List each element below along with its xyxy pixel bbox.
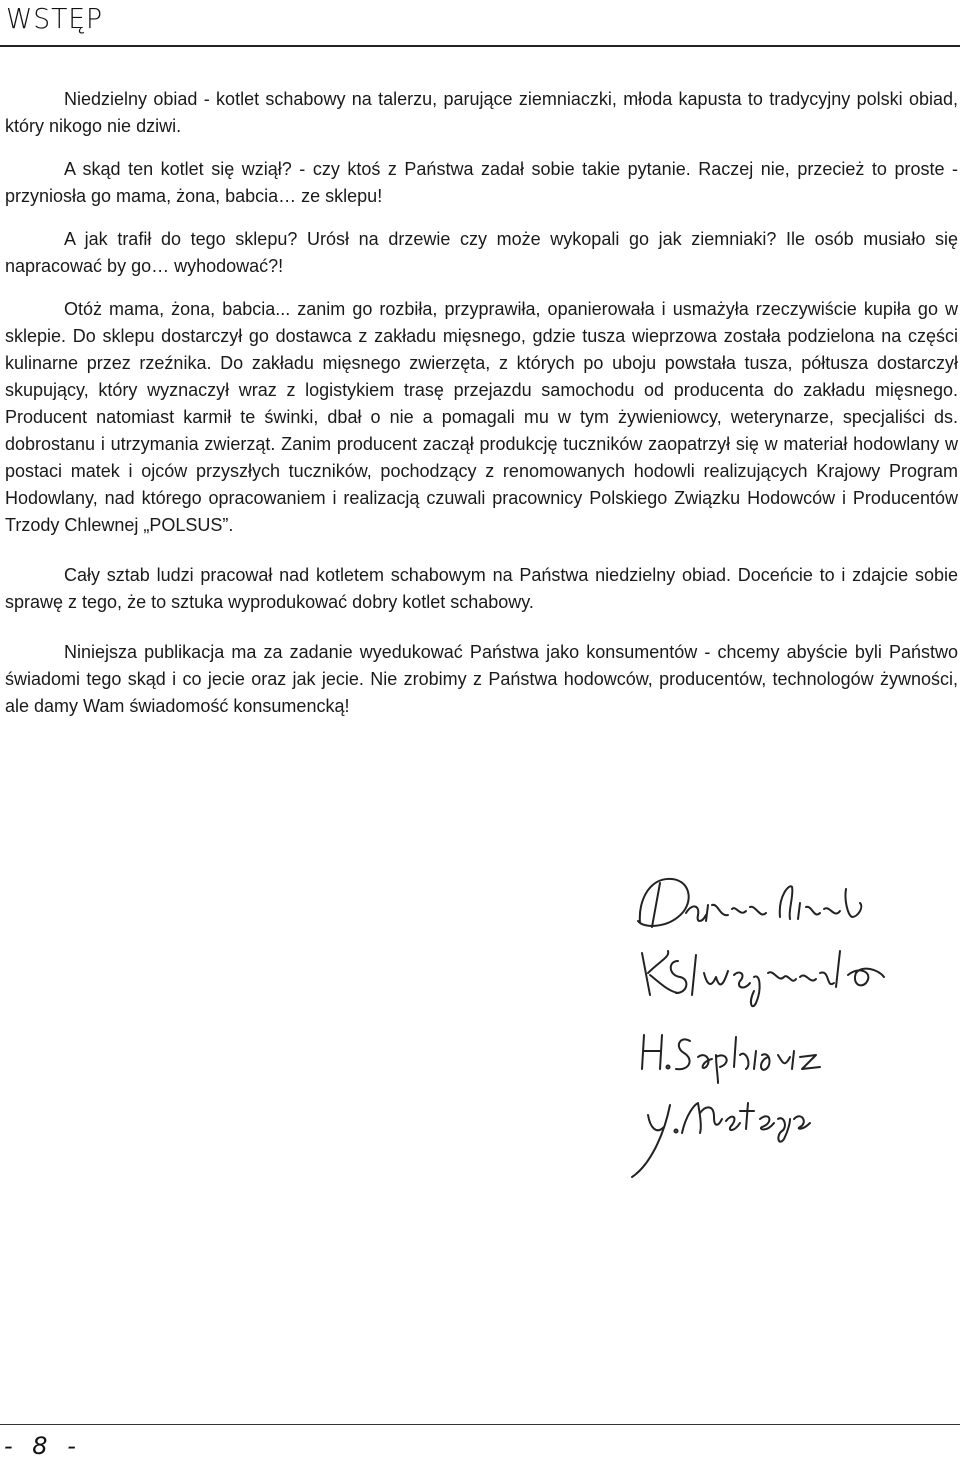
footer-divider bbox=[0, 1424, 960, 1425]
paragraph-3: A jak trafił do tego sklepu? Urósł na drzewie czy może wykopali go jak ziemniaki? Ile osób musiało się napracować by go… wyhodować?! bbox=[5, 229, 958, 276]
signature-block bbox=[620, 865, 900, 1195]
paragraph-1: Niedzielny obiad - kotlet schabowy na talerzu, parujące ziemniaczki, młoda kapusta to tradycyjny polski obiad, który nikogo nie dziwi. bbox=[5, 89, 958, 136]
paragraph-2: A skąd ten kotlet się wziął? - czy ktoś z Państwa zadał sobie takie pytanie. Raczej nie, przecież to proste - przyniosła go mama, żona, babcia… ze sklepu! bbox=[5, 159, 958, 206]
signature-4 bbox=[632, 1103, 810, 1177]
section-title: WSTĘP bbox=[6, 2, 104, 35]
header-divider bbox=[0, 45, 960, 47]
body-text bbox=[5, 86, 958, 743]
signature-2 bbox=[642, 951, 884, 1006]
signature-1 bbox=[638, 879, 861, 927]
signature-3 bbox=[642, 1035, 820, 1083]
paragraph-5: Cały sztab ludzi pracował nad kotletem schabowym na Państwa niedzielny obiad. Doceńcie to i zdajcie sobie sprawę z tego, że to sztuka wyprodukować dobry kotlet schabowy. bbox=[5, 565, 958, 612]
paragraph-4: Otóż mama, żona, babcia... zanim go rozbiła, przyprawiła, opanierowała i usmażyła rzeczywiście kupiła go w sklepie. Do sklepu dostarczył go dostawca z zakładu mięsnego, gdzie tusza wieprzowa została podzielona na części kulinarne przez rzeźnika. Do zakładu mięsnego zwierzęta, z których po uboju powstała tusza, półtusza dostarczył skupujący, który wyznaczył wraz z logistykiem trasę przejazdu samochodu od producenta do zakładu mięsnego. Producent natomiast karmił te świnki, dbał o nie a pomagali mu w tym żywieniowcy, weterynarze, specjaliści ds. dobrostanu i utrzymania zwierząt. Zanim producent zaczął produkcję tuczników zaopatrzył się w materiał hodowlany w postaci matek i ojców przyszłych tuczników, pochodzący z renomowanych hodowli realizujących Krajowy Program Hodowlany, nad którego opracowaniem i realizacją czuwali pracownicy Polskiego Związku Hodowców i Producentów Trzody Chlewnej „POLSUS”. bbox=[5, 299, 958, 535]
paragraph-6: Niniejsza publikacja ma za zadanie wyedukować Państwa jako konsumentów - chcemy abyście byli Państwo świadomi tego skąd i co jecie oraz jak jecie. Nie zrobimy z Państwa hodowców, producentów, technologów żywności, ale damy Wam świadomość konsumencką! bbox=[5, 642, 958, 716]
page-number: - 8 - bbox=[4, 1432, 82, 1460]
